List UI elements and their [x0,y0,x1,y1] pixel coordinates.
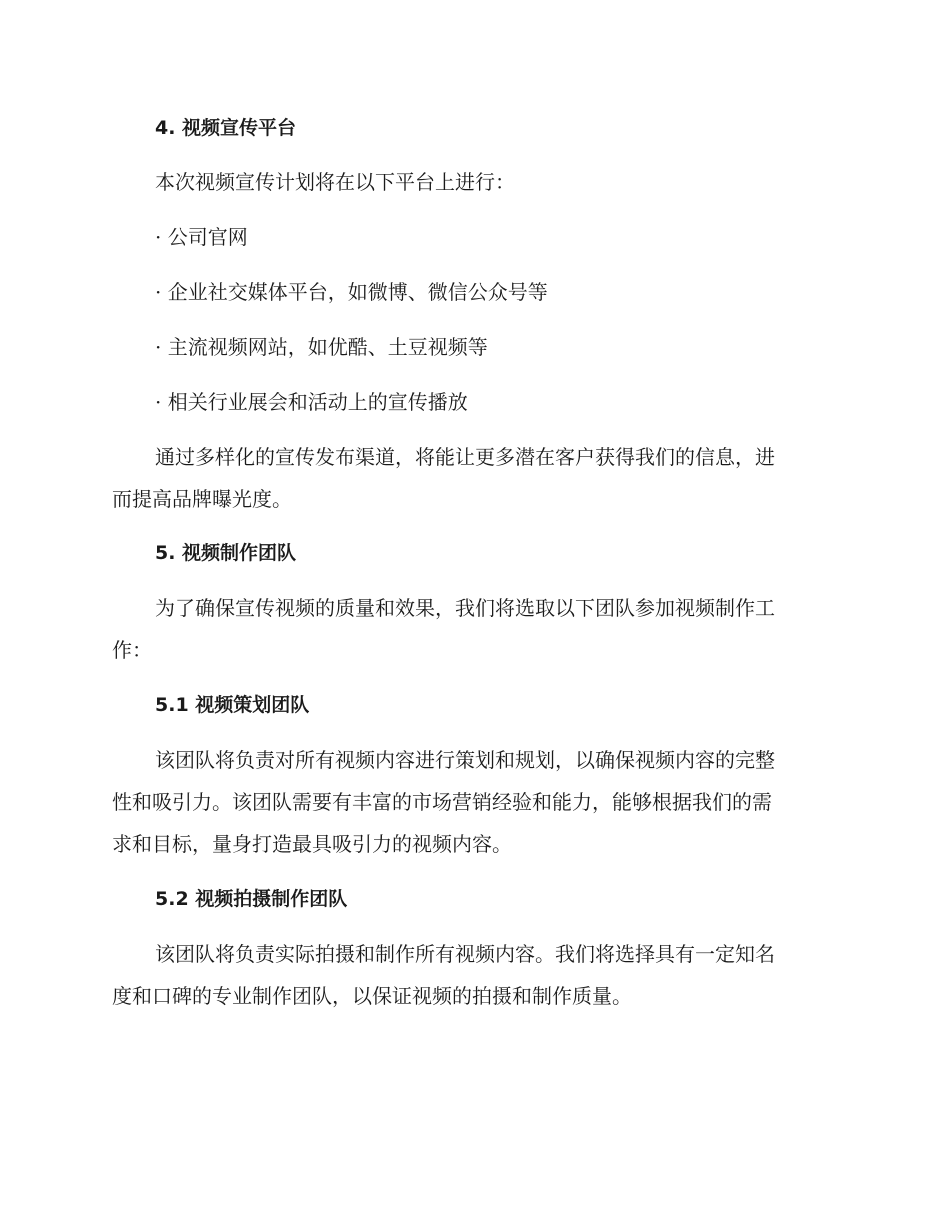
paragraph-line: 作： [112,638,152,662]
subsection-heading: 5.1 视频策划团队 [155,694,310,716]
bullet-item: · 相关行业展会和活动上的宣传播放 [155,390,468,414]
paragraph-line: 求和目标，量身打造最具吸引力的视频内容。 [112,832,512,856]
paragraph-line: 通过多样化的宣传发布渠道，将能让更多潜在客户获得我们的信息，进 [155,445,775,469]
paragraph-line: 而提高品牌曝光度。 [112,487,292,511]
paragraph-line: 度和口碑的专业制作团队，以保证视频的拍摄和制作质量。 [112,984,632,1008]
paragraph-line: 本次视频宣传计划将在以下平台上进行： [155,170,515,194]
paragraph-line: 性和吸引力。该团队需要有丰富的市场营销经验和能力，能够根据我们的需 [112,790,772,814]
paragraph-line: 该团队将负责实际拍摄和制作所有视频内容。我们将选择具有一定知名 [155,942,775,966]
bullet-item: · 企业社交媒体平台，如微博、微信公众号等 [155,280,548,304]
section-heading: 4. 视频宣传平台 [155,117,297,139]
bullet-item: · 主流视频网站，如优酷、土豆视频等 [155,335,488,359]
bullet-item: · 公司官网 [155,225,248,249]
paragraph-line: 为了确保宣传视频的质量和效果，我们将选取以下团队参加视频制作工 [155,596,775,620]
paragraph-line: 该团队将负责对所有视频内容进行策划和规划，以确保视频内容的完整 [155,748,775,772]
section-heading: 5. 视频制作团队 [155,542,297,564]
subsection-heading: 5.2 视频拍摄制作团队 [155,888,348,910]
